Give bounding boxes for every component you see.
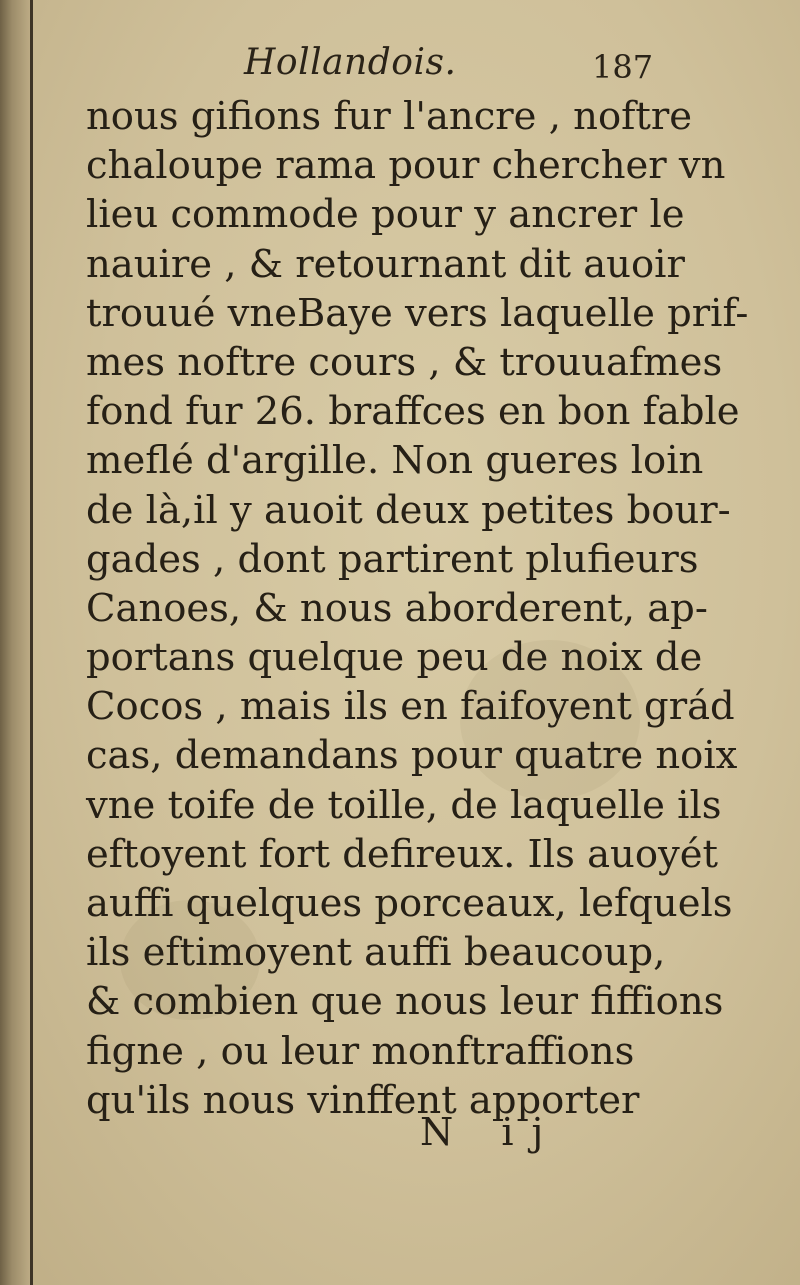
text-line: nous gifions fur l'ancre , noftre [86, 94, 693, 139]
page-number: 187 [592, 48, 654, 86]
text-line: figne , ou leur monftraffions [86, 1028, 635, 1074]
text-line: cas, demandans pour quatre noix [86, 733, 738, 779]
text-line: portans quelque peu de noix de [86, 635, 703, 681]
text-line: auffi quelques porceaux, lefquels [86, 881, 733, 926]
signature-mark: N ij [420, 1110, 562, 1154]
page-gutter [0, 0, 30, 1285]
text-line: qu'ils nous vinffent apporter [86, 1077, 640, 1123]
text-line: trouué vneBaye vers laquelle prif- [86, 290, 749, 336]
text-line: lieu commode pour y ancrer le [86, 192, 685, 238]
text-line: fond fur 26. braffces en bon fable [86, 389, 740, 435]
text-line: Cocos , mais ils en faifoyent grád [86, 684, 735, 730]
text-line: Canoes, & nous aborderent, ap- [86, 585, 708, 631]
gutter-edge [30, 0, 33, 1285]
body-text [86, 92, 749, 1125]
text-line: nauire , & retournant dit auoir [86, 241, 685, 287]
text-line: ils eftimoyent auffi beaucoup, [86, 930, 666, 976]
text-line: chaloupe rama pour chercher vn [86, 143, 726, 189]
text-line: & combien que nous leur fiffions [86, 979, 724, 1025]
text-line: eftoyent fort defireux. Ils auoyét [86, 831, 718, 877]
running-head: Hollandois. [244, 42, 457, 83]
text-line: mes noftre cours , & trouuafmes [86, 339, 723, 385]
text-line: de là,il y auoit deux petites bour- [86, 487, 731, 533]
text-line: gades , dont partirent plufieurs [86, 536, 699, 582]
text-line: meflé d'argille. Non gueres loin [86, 438, 704, 484]
text-line: vne toife de toille, de laquelle ils [86, 782, 722, 828]
